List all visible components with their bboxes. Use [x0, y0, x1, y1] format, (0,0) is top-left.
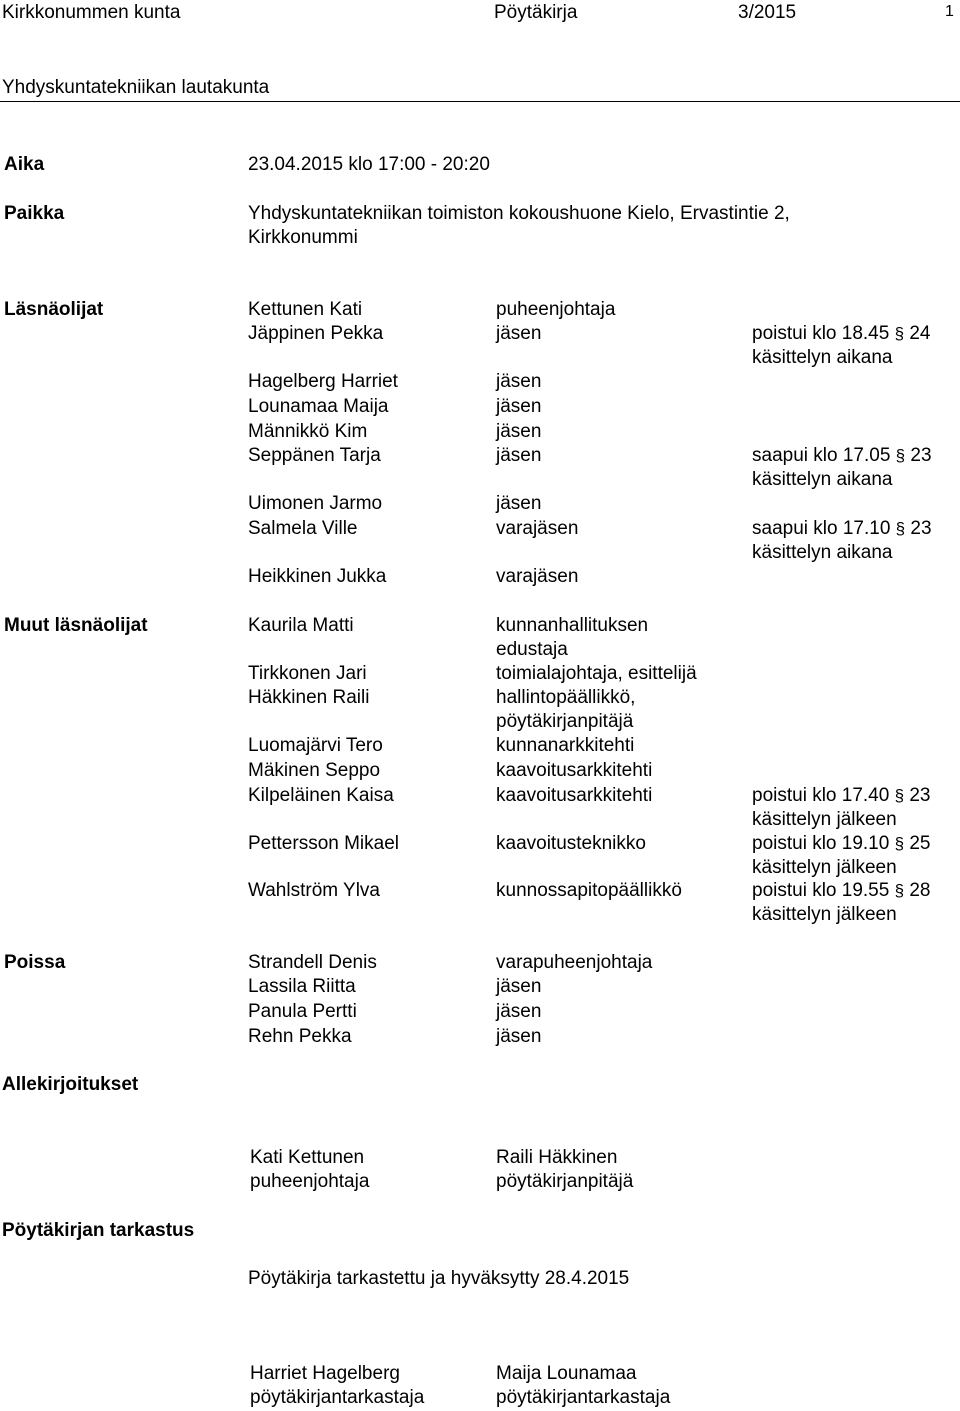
others-role: kaavoitusarkkitehti: [496, 760, 653, 781]
note-item-number: 24: [909, 323, 931, 344]
board-name: Yhdyskuntatekniikan lautakunta: [2, 77, 270, 98]
section-sign-icon: §: [895, 446, 906, 465]
present-note: [752, 322, 931, 346]
section-sign-icon: §: [894, 324, 905, 343]
present-name: Uimonen Jarmo: [248, 493, 383, 514]
note-item-number: 23: [910, 518, 932, 539]
absent-role: varapuheenjohtaja: [496, 952, 653, 973]
others-note: [752, 832, 931, 856]
present-note-extra: käsittelyn aikana: [752, 542, 893, 563]
others-role: hallintopäällikkö,: [496, 687, 636, 708]
note-time: poistui klo 17.40: [752, 785, 890, 806]
present-name: Heikkinen Jukka: [248, 566, 387, 587]
note-time: poistui klo 18.45: [752, 323, 890, 344]
present-role: jäsen: [496, 396, 542, 417]
present-role: jäsen: [496, 421, 542, 442]
present-name: Salmela Ville: [248, 518, 358, 539]
others-note-extra: käsittelyn jälkeen: [752, 809, 897, 830]
others-name: Wahlström Ylva: [248, 880, 380, 901]
present-role: jäsen: [496, 493, 542, 514]
section-sign-icon: §: [894, 786, 905, 805]
present-role: jäsen: [496, 445, 542, 466]
present-role: varajäsen: [496, 566, 579, 587]
present-role: jäsen: [496, 323, 542, 344]
present-role: puheenjohtaja: [496, 299, 616, 320]
others-note-extra: käsittelyn jälkeen: [752, 857, 897, 878]
signature-right-name: Raili Häkkinen: [496, 1147, 618, 1168]
others-role: kunnanhallituksen: [496, 615, 649, 636]
absent-name: Strandell Denis: [248, 952, 377, 973]
absent-name: Rehn Pekka: [248, 1026, 352, 1047]
others-name: Kaurila Matti: [248, 615, 354, 636]
others-name: Häkkinen Raili: [248, 687, 370, 708]
others-role: kunnanarkkitehti: [496, 735, 635, 756]
absent-name: Panula Pertti: [248, 1001, 357, 1022]
municipality-name: Kirkkonummen kunta: [2, 2, 181, 23]
note-time: saapui klo 17.05: [752, 445, 891, 466]
reviewer-left-name: Harriet Hagelberg: [250, 1363, 400, 1384]
time-value: 23.04.2015 klo 17:00 - 20:20: [248, 154, 490, 175]
time-label: Aika: [4, 154, 45, 175]
place-line-1: Yhdyskuntatekniikan toimiston kokoushuone Kielo, Ervastintie 2,: [248, 203, 790, 224]
document-number: 3/2015: [738, 2, 797, 23]
present-name: Seppänen Tarja: [248, 445, 381, 466]
reviewer-left-title: pöytäkirjantarkastaja: [250, 1387, 425, 1408]
absent-name: Lassila Riitta: [248, 976, 356, 997]
others-role: toimialajohtaja, esittelijä: [496, 663, 697, 684]
present-name: Jäppinen Pekka: [248, 323, 384, 344]
header-divider: [0, 101, 960, 102]
signature-right-title: pöytäkirjanpitäjä: [496, 1171, 634, 1192]
others-name: Mäkinen Seppo: [248, 760, 381, 781]
present-note-extra: käsittelyn aikana: [752, 469, 893, 490]
note-item-number: 28: [909, 880, 931, 901]
others-name: Tirkkonen Jari: [248, 663, 367, 684]
place-label: Paikka: [4, 203, 65, 224]
present-role: jäsen: [496, 371, 542, 392]
absent-role: jäsen: [496, 976, 542, 997]
others-role: kaavoitusteknikko: [496, 833, 646, 854]
document-type: Pöytäkirja: [494, 2, 578, 23]
others-role-cont: edustaja: [496, 639, 568, 660]
section-sign-icon: §: [894, 834, 905, 853]
present-label: Läsnäolijat: [4, 299, 104, 320]
note-item-number: 23: [909, 785, 931, 806]
signatures-label: Allekirjoitukset: [2, 1074, 139, 1095]
page-number: 1: [945, 3, 954, 20]
present-name: Männikkö Kim: [248, 421, 368, 442]
note-time: poistui klo 19.10: [752, 833, 890, 854]
note-time: saapui klo 17.10: [752, 518, 891, 539]
present-note-extra: käsittelyn aikana: [752, 347, 893, 368]
present-name: Kettunen Kati: [248, 299, 363, 320]
place-line-2: Kirkkonummi: [248, 227, 358, 248]
others-name: Luomajärvi Tero: [248, 735, 383, 756]
present-name: Hagelberg Harriet: [248, 371, 398, 392]
section-sign-icon: §: [894, 881, 905, 900]
review-label: Pöytäkirjan tarkastus: [2, 1220, 195, 1241]
note-item-number: 25: [909, 833, 931, 854]
others-role: kunnossapitopäällikkö: [496, 880, 682, 901]
signature-left-name: Kati Kettunen: [250, 1147, 365, 1168]
others-note-extra: käsittelyn jälkeen: [752, 904, 897, 925]
review-statement: Pöytäkirja tarkastettu ja hyväksytty 28.4.2015: [248, 1268, 630, 1289]
section-sign-icon: §: [895, 519, 906, 538]
others-label: Muut läsnäolijat: [4, 615, 148, 636]
absent-label: Poissa: [4, 952, 66, 973]
signature-left-title: puheenjohtaja: [250, 1171, 370, 1192]
present-role: varajäsen: [496, 518, 579, 539]
others-role: kaavoitusarkkitehti: [496, 785, 653, 806]
absent-role: jäsen: [496, 1001, 542, 1022]
absent-role: jäsen: [496, 1026, 542, 1047]
reviewer-right-title: pöytäkirjantarkastaja: [496, 1387, 671, 1408]
present-note: [752, 444, 932, 468]
others-name: Pettersson Mikael: [248, 833, 400, 854]
note-item-number: 23: [910, 445, 932, 466]
reviewer-right-name: Maija Lounamaa: [496, 1363, 637, 1384]
others-name: Kilpeläinen Kaisa: [248, 785, 394, 806]
present-name: Lounamaa Maija: [248, 396, 389, 417]
others-note: [752, 879, 931, 903]
note-time: poistui klo 19.55: [752, 880, 890, 901]
others-role-cont: pöytäkirjanpitäjä: [496, 711, 634, 732]
present-note: [752, 517, 932, 541]
others-note: [752, 784, 931, 808]
